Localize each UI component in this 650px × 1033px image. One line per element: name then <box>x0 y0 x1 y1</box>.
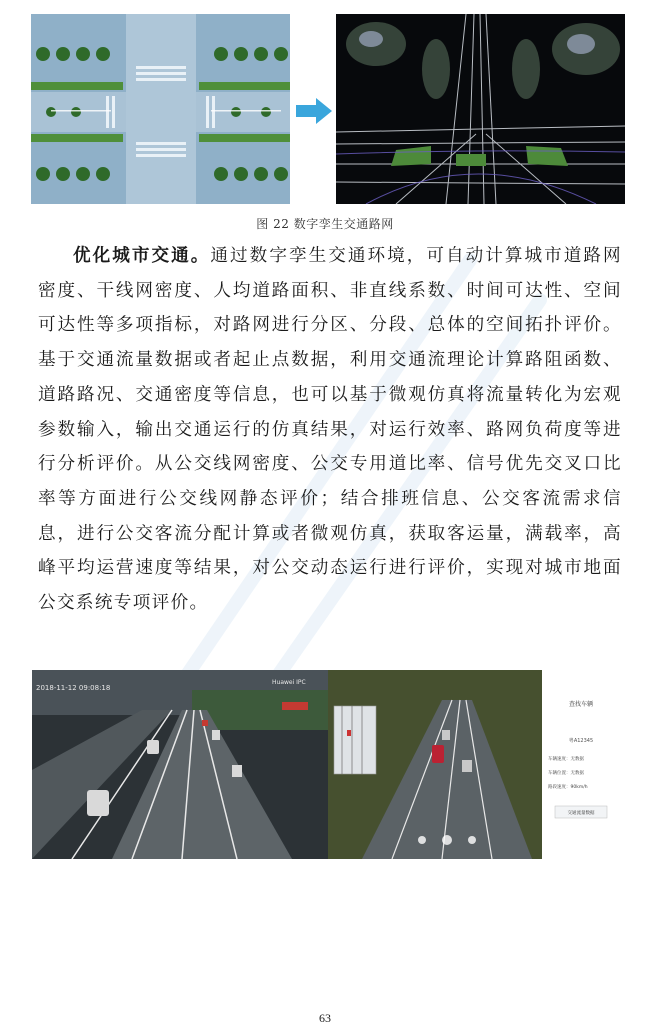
point-cloud-image <box>336 14 625 204</box>
camera-timestamp: 2018-11-12 09:08:18 <box>36 684 111 692</box>
paragraph-body: 通过数字孪生交通环境，可自动计算城市道路网密度、干线网密度、人均道路面积、非直线系数、时间可达性、空间可达性等多项指标，对路网进行分区、分段、总体的空间拓扑评价。基于交通流量数据或者起止点数据，利用交通流理论计算路阻函数、道路路况、交通密度等信息，也可以基于微观仿真将流量转化为宏观参数输入，输出交通运行的仿真结果，对运行效率、路网负荷度等进行分析评价。从公交线网密度、公交专用道比率、信号优先交叉口比率等方面进行公交线网静态评价；结合排班信息、公交客流需求信息，进行公交客流分配计算或者微观仿真，获取客运量，满载率，高峰平均运营速度等结果，对公交动态运行进行评价，实现对城市地面公交系统专项评价。 <box>38 246 622 614</box>
panel-row-3: 路段速度：90km/h <box>548 785 588 790</box>
traffic-monitoring-image <box>32 670 621 859</box>
body-paragraph <box>38 239 622 621</box>
road-rendering-image <box>31 14 290 204</box>
page-number: 63 <box>319 1011 331 1025</box>
figure-caption: 图 22 数字孪生交通路网 <box>256 217 394 231</box>
plate-number: 粤A12345 <box>568 738 594 744</box>
traffic-data-button-label: 交通流量数据 <box>567 811 595 816</box>
panel-title: 查找车辆 <box>568 701 594 708</box>
right-arrow-icon <box>294 96 334 126</box>
camera-brand: Huawei IPC <box>272 679 306 686</box>
panel-row-1: 车辆速度：无数据 <box>548 757 584 762</box>
paragraph-lead: 优化城市交通。 <box>73 246 211 266</box>
panel-row-2: 车辆位置：无数据 <box>548 771 584 776</box>
